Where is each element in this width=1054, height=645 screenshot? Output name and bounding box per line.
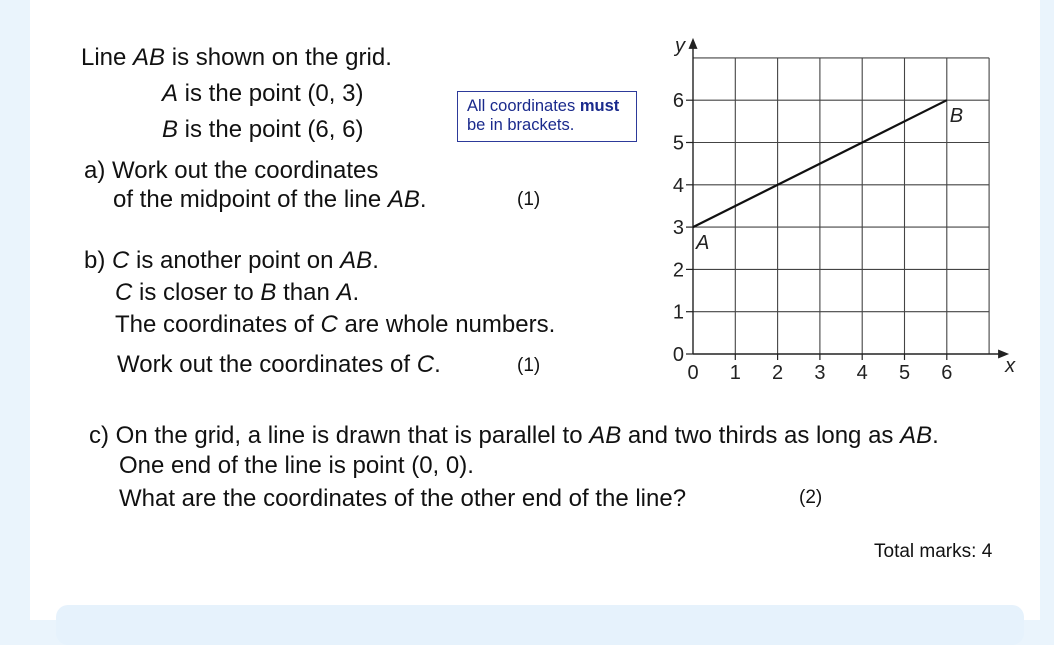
- point-b-definition: B is the point (6, 6): [162, 116, 364, 143]
- right-margin: [1040, 0, 1054, 620]
- point-a-definition: A is the point (0, 3): [162, 80, 364, 107]
- part-c-line-3: What are the coordinates of the other end of the line?: [119, 485, 687, 512]
- x-axis-label: x: [1005, 355, 1016, 377]
- x-tick-label: 4: [856, 362, 868, 384]
- coordinate-grid: [660, 30, 1030, 390]
- part-b-line-2: C is closer to B than A.: [115, 279, 360, 306]
- x-tick-label: 0: [687, 362, 699, 384]
- x-tick-label: 1: [729, 362, 741, 384]
- y-tick-label: 6: [672, 90, 684, 113]
- answer-panel: [56, 605, 1024, 645]
- point-label-a: A: [696, 232, 710, 255]
- y-tick-label: 2: [672, 259, 684, 282]
- part-b-line-1: b) C is another point on AB.: [84, 247, 379, 274]
- y-axis-arrow-icon: [689, 38, 698, 49]
- part-a-line-1: a) Work out the coordinates: [84, 157, 379, 184]
- part-b-line-3: The coordinates of C are whole numbers.: [115, 311, 556, 338]
- point-label-b: B: [949, 105, 964, 128]
- intro-line: Line AB is shown on the grid.: [81, 44, 392, 71]
- part-a-line-2: of the midpoint of the line AB.: [113, 186, 427, 213]
- y-tick-label: 1: [672, 301, 684, 324]
- part-c-line-1: c) On the grid, a line is drawn that is parallel to AB and two thirds as long as AB.: [89, 422, 939, 449]
- part-c-marks: (2): [799, 487, 823, 508]
- coordinates-note: All coordinates must be in brackets.: [457, 91, 637, 142]
- total-marks: Total marks: 4: [874, 541, 993, 562]
- part-b-line-4: Work out the coordinates of C.: [117, 351, 441, 378]
- left-margin: [0, 0, 30, 620]
- x-tick-label: 6: [941, 362, 953, 384]
- y-axis-label: y: [675, 34, 685, 57]
- part-a-marks: (1): [517, 189, 541, 210]
- y-tick-label: 5: [672, 132, 684, 155]
- x-tick-label: 3: [814, 362, 826, 384]
- part-b-marks: (1): [517, 355, 541, 376]
- y-tick-label: 0: [672, 344, 684, 366]
- x-tick-label: 2: [772, 362, 784, 384]
- x-tick-label: 5: [898, 362, 911, 384]
- part-c-line-2: One end of the line is point (0, 0).: [119, 452, 474, 479]
- y-tick-label: 4: [672, 174, 684, 197]
- y-tick-label: 3: [672, 217, 684, 240]
